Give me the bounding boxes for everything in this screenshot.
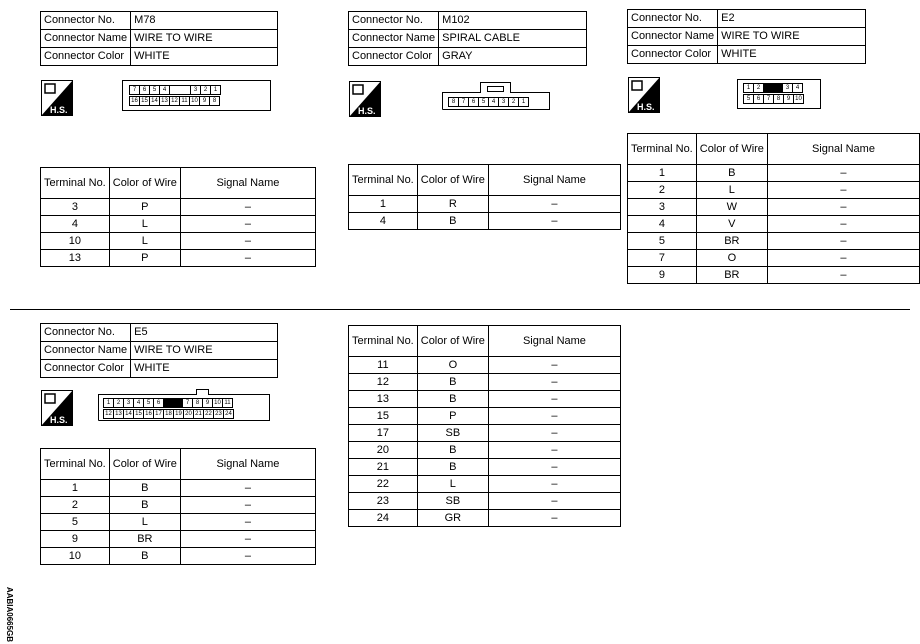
wire-color-cell: GR xyxy=(417,510,488,527)
signal-name-cell: – xyxy=(488,442,620,459)
pin-6: 6 xyxy=(468,97,479,107)
pin-1: 1 xyxy=(103,398,114,408)
table-row xyxy=(349,459,621,476)
value-connector-no: E5 xyxy=(131,324,278,342)
table-row xyxy=(628,182,920,199)
terminal-no-cell: 3 xyxy=(628,199,697,216)
table-row xyxy=(349,374,621,391)
value-connector-no: M102 xyxy=(439,12,587,30)
pin-1: 1 xyxy=(518,97,529,107)
terminal-table-e5 xyxy=(40,448,316,565)
terminal-no-cell: 20 xyxy=(349,442,418,459)
value-connector-no: E2 xyxy=(718,10,866,28)
connector-info-table xyxy=(40,11,278,66)
pin-6: 6 xyxy=(153,398,164,408)
hs-label: H.S. xyxy=(50,415,68,425)
table-row xyxy=(628,165,920,182)
label-connector-name: Connector Name xyxy=(349,30,439,48)
connector-face-e5 xyxy=(98,389,270,421)
table-row xyxy=(628,250,920,267)
table-row xyxy=(41,497,316,514)
terminal-no-cell: 22 xyxy=(349,476,418,493)
table-row xyxy=(628,199,920,216)
pin-17: 17 xyxy=(153,409,164,419)
table-row xyxy=(349,357,621,374)
pin-row-bottom xyxy=(129,96,219,106)
pin-9: 9 xyxy=(202,398,213,408)
value-connector-color: WHITE xyxy=(718,46,866,64)
signal-name-cell: – xyxy=(767,250,919,267)
pin-5: 5 xyxy=(478,97,489,107)
pin-2: 2 xyxy=(200,85,211,95)
header-color-of-wire: Color of Wire xyxy=(109,168,180,199)
pin-15: 15 xyxy=(139,96,150,106)
connector-info-m78 xyxy=(40,11,278,66)
pin-row-bottom xyxy=(743,94,803,104)
wire-color-cell: L xyxy=(109,514,180,531)
hs-icon xyxy=(349,81,381,117)
pin-7: 7 xyxy=(763,94,774,104)
hs-icon xyxy=(41,390,73,426)
table-row xyxy=(41,250,316,267)
table-row xyxy=(349,493,621,510)
signal-name-cell: – xyxy=(488,459,620,476)
pin-14: 14 xyxy=(123,409,134,419)
header-terminal-no: Terminal No. xyxy=(349,326,418,357)
table-row xyxy=(349,510,621,527)
terminal-no-cell: 13 xyxy=(41,250,110,267)
pin-4: 4 xyxy=(133,398,144,408)
value-connector-name: WIRE TO WIRE xyxy=(131,342,278,360)
label-connector-color: Connector Color xyxy=(41,48,131,66)
label-connector-no: Connector No. xyxy=(41,12,131,30)
table-row xyxy=(349,476,621,493)
pin-row-top xyxy=(743,83,802,93)
pin-4: 4 xyxy=(159,85,170,95)
connector-face-m102 xyxy=(442,82,550,110)
pin-8: 8 xyxy=(448,97,459,107)
pin-3: 3 xyxy=(498,97,509,107)
pin-21: 21 xyxy=(193,409,204,419)
hs-icon xyxy=(628,77,660,113)
pin-18: 18 xyxy=(163,409,174,419)
label-connector-no: Connector No. xyxy=(628,10,718,28)
pin-12: 12 xyxy=(169,96,180,106)
signal-name-cell: – xyxy=(767,216,919,233)
table-row xyxy=(41,233,316,250)
terminal-no-cell: 24 xyxy=(349,510,418,527)
terminal-no-cell: 17 xyxy=(349,425,418,442)
terminal-table-m78 xyxy=(40,167,316,267)
label-connector-color: Connector Color xyxy=(628,46,718,64)
signal-name-cell: – xyxy=(488,493,620,510)
pin-19: 19 xyxy=(173,409,184,419)
terminal-no-cell: 4 xyxy=(628,216,697,233)
value-connector-color: GRAY xyxy=(439,48,587,66)
wire-color-cell: BR xyxy=(109,531,180,548)
terminal-no-cell: 9 xyxy=(628,267,697,284)
pin-3: 3 xyxy=(782,83,793,93)
terminal-table-e2 xyxy=(627,133,920,284)
terminal-no-cell: 2 xyxy=(41,497,110,514)
header-signal-name: Signal Name xyxy=(488,165,620,196)
wire-color-cell: L xyxy=(109,233,180,250)
signal-name-cell: – xyxy=(488,357,620,374)
wire-color-cell: P xyxy=(109,250,180,267)
pin-14: 14 xyxy=(149,96,160,106)
label-connector-color: Connector Color xyxy=(41,360,131,378)
pin-5: 5 xyxy=(143,398,154,408)
wire-color-cell: R xyxy=(417,196,488,213)
hs-icon xyxy=(41,80,73,116)
terminal-no-cell: 1 xyxy=(349,196,418,213)
terminal-no-cell: 15 xyxy=(349,408,418,425)
pin-8: 8 xyxy=(209,96,220,106)
signal-name-cell: – xyxy=(180,480,315,497)
table-row xyxy=(41,548,316,565)
wire-color-cell: P xyxy=(109,199,180,216)
signal-name-cell: – xyxy=(488,408,620,425)
hs-label: H.S. xyxy=(637,102,655,112)
pin-13: 13 xyxy=(113,409,124,419)
pin-row-top xyxy=(103,398,232,408)
pin-4: 4 xyxy=(792,83,803,93)
wire-color-cell: SB xyxy=(417,493,488,510)
signal-name-cell: – xyxy=(180,199,315,216)
table-row xyxy=(41,199,316,216)
connector-key xyxy=(169,85,191,95)
hs-label: H.S. xyxy=(50,105,68,115)
terminal-no-cell: 3 xyxy=(41,199,110,216)
label-connector-name: Connector Name xyxy=(41,342,131,360)
connector-key xyxy=(163,398,183,408)
table-row xyxy=(349,425,621,442)
pin-11: 11 xyxy=(222,398,233,408)
pin-8: 8 xyxy=(192,398,203,408)
terminal-no-cell: 1 xyxy=(41,480,110,497)
signal-name-cell: – xyxy=(767,165,919,182)
pin-row xyxy=(448,97,528,107)
wire-color-cell: O xyxy=(417,357,488,374)
wire-color-cell: O xyxy=(696,250,767,267)
wire-color-cell: BR xyxy=(696,233,767,250)
signal-name-cell: – xyxy=(767,233,919,250)
header-terminal-no: Terminal No. xyxy=(628,134,697,165)
pin-11: 11 xyxy=(179,96,190,106)
value-connector-name: SPIRAL CABLE xyxy=(439,30,587,48)
pin-9: 9 xyxy=(199,96,210,106)
wire-color-cell: B xyxy=(696,165,767,182)
terminal-table-e5-continued xyxy=(348,325,621,527)
header-signal-name: Signal Name xyxy=(488,326,620,357)
wire-color-cell: P xyxy=(417,408,488,425)
terminal-no-cell: 1 xyxy=(628,165,697,182)
terminal-no-cell: 9 xyxy=(41,531,110,548)
connector-info-e5 xyxy=(40,323,278,378)
pin-9: 9 xyxy=(783,94,794,104)
terminal-no-cell: 10 xyxy=(41,233,110,250)
label-connector-no: Connector No. xyxy=(41,324,131,342)
terminal-no-cell: 5 xyxy=(41,514,110,531)
pin-row-bottom xyxy=(103,409,233,419)
pin-23: 23 xyxy=(213,409,224,419)
signal-name-cell: – xyxy=(488,391,620,408)
table-row xyxy=(628,233,920,250)
pin-6: 6 xyxy=(753,94,764,104)
wire-color-cell: B xyxy=(417,442,488,459)
pin-7: 7 xyxy=(182,398,193,408)
signal-name-cell: – xyxy=(180,233,315,250)
terminal-no-cell: 23 xyxy=(349,493,418,510)
pin-12: 12 xyxy=(103,409,114,419)
terminal-no-cell: 7 xyxy=(628,250,697,267)
signal-name-cell: – xyxy=(180,531,315,548)
pin-6: 6 xyxy=(139,85,150,95)
terminal-no-cell: 21 xyxy=(349,459,418,476)
pin-7: 7 xyxy=(129,85,140,95)
header-terminal-no: Terminal No. xyxy=(41,168,110,199)
wire-color-cell: B xyxy=(109,548,180,565)
connector-info-m102 xyxy=(348,11,587,66)
value-connector-no: M78 xyxy=(131,12,278,30)
pin-5: 5 xyxy=(743,94,754,104)
wire-color-cell: B xyxy=(417,374,488,391)
terminal-table-m102 xyxy=(348,164,621,230)
pin-16: 16 xyxy=(143,409,154,419)
signal-name-cell: – xyxy=(180,216,315,233)
pin-7: 7 xyxy=(458,97,469,107)
signal-name-cell: – xyxy=(180,514,315,531)
terminal-no-cell: 4 xyxy=(41,216,110,233)
pin-16: 16 xyxy=(129,96,140,106)
table-row xyxy=(349,196,621,213)
signal-name-cell: – xyxy=(488,425,620,442)
value-connector-name: WIRE TO WIRE xyxy=(718,28,866,46)
connector-key xyxy=(763,83,783,93)
wire-color-cell: BR xyxy=(696,267,767,284)
pin-24: 24 xyxy=(223,409,234,419)
pin-10: 10 xyxy=(793,94,804,104)
signal-name-cell: – xyxy=(767,267,919,284)
signal-name-cell: – xyxy=(488,374,620,391)
header-terminal-no: Terminal No. xyxy=(349,165,418,196)
header-color-of-wire: Color of Wire xyxy=(109,449,180,480)
wire-color-cell: L xyxy=(417,476,488,493)
terminal-no-cell: 11 xyxy=(349,357,418,374)
pin-3: 3 xyxy=(190,85,201,95)
table-row xyxy=(349,408,621,425)
wire-color-cell: B xyxy=(109,497,180,514)
value-connector-color: WHITE xyxy=(131,48,278,66)
pin-2: 2 xyxy=(753,83,764,93)
wire-color-cell: L xyxy=(696,182,767,199)
signal-name-cell: – xyxy=(488,196,620,213)
signal-name-cell: – xyxy=(488,213,620,230)
connector-face-m78 xyxy=(122,80,271,111)
table-row xyxy=(41,514,316,531)
header-signal-name: Signal Name xyxy=(767,134,919,165)
terminal-no-cell: 4 xyxy=(349,213,418,230)
header-color-of-wire: Color of Wire xyxy=(696,134,767,165)
wire-color-cell: W xyxy=(696,199,767,216)
header-color-of-wire: Color of Wire xyxy=(417,165,488,196)
table-row xyxy=(628,216,920,233)
pin-2: 2 xyxy=(508,97,519,107)
pin-row-top xyxy=(129,85,220,95)
signal-name-cell: – xyxy=(180,548,315,565)
table-row xyxy=(41,480,316,497)
terminal-no-cell: 2 xyxy=(628,182,697,199)
table-row xyxy=(349,391,621,408)
pin-1: 1 xyxy=(743,83,754,93)
value-connector-color: WHITE xyxy=(131,360,278,378)
label-connector-name: Connector Name xyxy=(41,30,131,48)
label-connector-color: Connector Color xyxy=(349,48,439,66)
header-signal-name: Signal Name xyxy=(180,168,315,199)
signal-name-cell: – xyxy=(488,476,620,493)
pin-13: 13 xyxy=(159,96,170,106)
wire-color-cell: B xyxy=(417,391,488,408)
wire-color-cell: B xyxy=(109,480,180,497)
wire-color-cell: B xyxy=(417,459,488,476)
signal-name-cell: – xyxy=(180,497,315,514)
pin-1: 1 xyxy=(210,85,221,95)
wire-color-cell: B xyxy=(417,213,488,230)
terminal-no-cell: 10 xyxy=(41,548,110,565)
connector-info-e2 xyxy=(627,9,866,64)
value-connector-name: WIRE TO WIRE xyxy=(131,30,278,48)
terminal-no-cell: 13 xyxy=(349,391,418,408)
table-row xyxy=(349,213,621,230)
pin-2: 2 xyxy=(113,398,124,408)
pin-5: 5 xyxy=(149,85,160,95)
table-row xyxy=(628,267,920,284)
pin-10: 10 xyxy=(212,398,223,408)
header-signal-name: Signal Name xyxy=(180,449,315,480)
signal-name-cell: – xyxy=(767,199,919,216)
label-connector-no: Connector No. xyxy=(349,12,439,30)
label-connector-name: Connector Name xyxy=(628,28,718,46)
wire-color-cell: V xyxy=(696,216,767,233)
pin-3: 3 xyxy=(123,398,134,408)
terminal-no-cell: 5 xyxy=(628,233,697,250)
table-row xyxy=(41,531,316,548)
section-divider xyxy=(10,309,910,310)
connector-face-e2 xyxy=(737,79,821,109)
signal-name-cell: – xyxy=(180,250,315,267)
signal-name-cell: – xyxy=(767,182,919,199)
pin-10: 10 xyxy=(189,96,200,106)
wire-color-cell: SB xyxy=(417,425,488,442)
figure-code: AABIA0665GB xyxy=(5,586,15,643)
pin-15: 15 xyxy=(133,409,144,419)
header-terminal-no: Terminal No. xyxy=(41,449,110,480)
header-color-of-wire: Color of Wire xyxy=(417,326,488,357)
signal-name-cell: – xyxy=(488,510,620,527)
table-row xyxy=(41,216,316,233)
pin-20: 20 xyxy=(183,409,194,419)
wire-color-cell: L xyxy=(109,216,180,233)
pin-4: 4 xyxy=(488,97,499,107)
pin-8: 8 xyxy=(773,94,784,104)
table-row xyxy=(349,442,621,459)
pin-22: 22 xyxy=(203,409,214,419)
hs-label: H.S. xyxy=(358,106,376,116)
terminal-no-cell: 12 xyxy=(349,374,418,391)
